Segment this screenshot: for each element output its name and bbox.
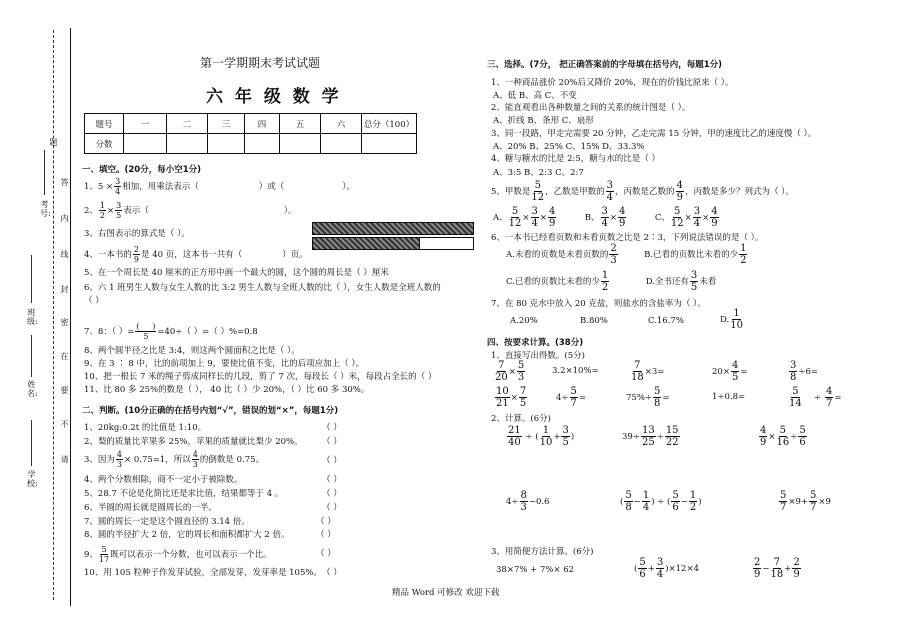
shaded-bar-bottom xyxy=(312,237,420,250)
binding-char: 答 xyxy=(60,178,69,187)
question-6: 6、六 1 班男生人数与女生人数的比 3:2 男生人数与全班人数的比（ ），女生人数是全班人数的 xyxy=(84,283,441,293)
choice-options-3: A、20% B、25% C、15% D、33.3% xyxy=(493,142,645,152)
name-label: 姓名: xyxy=(27,380,38,398)
direct-item: 4÷ $\frac{5}{7}$ = xyxy=(556,386,587,409)
choice-options-5: A、 $\frac{5}{12}$ × $\frac{3}{4}$ × $\frac{4}{9}$ B、 $\frac{3}{4}$ × $\frac{4}{9}$ C、 $\frac{5}{12}$ × $\frac{3}{4}$ × $\frac{4}{9}$ xyxy=(493,206,718,229)
calc-item: ( $\frac{5}{8}$ − $\frac{1}{4}$ ) ÷ ( $\frac{5}{6}$ − $\frac{1}{2}$ ) xyxy=(620,490,702,513)
direct-item: 1÷0.8= xyxy=(712,392,746,402)
answer-paren[interactable]: （ ） xyxy=(322,423,342,433)
score-header-cell: 四 xyxy=(245,114,280,134)
answer-paren[interactable]: （ ） xyxy=(322,437,342,447)
calc-item: $\frac{21}{40}$ ÷ ( $\frac{1}{10}$ + $\frac{3}{5}$ ) xyxy=(508,425,575,448)
score-header-cell: 二 xyxy=(167,114,208,134)
binding-char: 不 xyxy=(60,420,69,429)
score-header-cell: 一 xyxy=(124,114,167,134)
choice-options-6cd: C.已看的页数比未看的少 $\frac{1}{2}$ D.全书还有 $\frac{3}{5}$ 未看 xyxy=(506,270,717,293)
judge-item: 6、半圆的周长就是圆周长的一半。 xyxy=(84,503,217,513)
binding-char: 密 xyxy=(60,318,69,327)
simple-item: 38×7% + 7%× 62 xyxy=(496,565,575,575)
section3-heading: 三、选择。(7分， 把正确答案前的字母填在括号内，每题1分) xyxy=(487,60,723,70)
choice-option: A.20% xyxy=(510,316,538,326)
direct-item: $\frac{3}{8}$ ÷6= xyxy=(790,360,819,383)
class-field[interactable] xyxy=(31,255,32,303)
choice-question-7: 7、在 80 克水中放入 20 克盐，则盐水的含盐率为（ ）。 xyxy=(491,299,706,309)
choice-question-1: 1、一种商品涨价 20%后又降价 20%，现在的价钱比原来（ ）。 xyxy=(491,78,734,88)
direct-item: $\frac{7}{18}$ ×3= xyxy=(631,360,665,383)
choice-options-6ab: A.未看的页数是未看页数的 $\frac{2}{3}$ B.已看的页数比未看的少 $\frac{1}{2}$ xyxy=(506,243,747,266)
score-cell[interactable] xyxy=(208,134,245,154)
calc-item: $\frac{4}{9}$ × $\frac{5}{16}$ ÷ $\frac{5}{6}$ xyxy=(760,425,806,448)
choice-options-2: A、折线 B、条形 C、扇形 xyxy=(493,116,594,126)
choice-option: C.16.7% xyxy=(648,316,684,326)
subsection-direct: 1、直接写出得数。(5分) xyxy=(491,351,585,361)
answer-paren[interactable]: （ ） xyxy=(316,549,336,559)
direct-item: 3.2×10%= xyxy=(552,366,599,376)
choice-options-1: A、低 B、高 C、不变 xyxy=(493,91,577,101)
answer-paren[interactable]: （ ） xyxy=(322,503,342,513)
question-1: 1、5 × $\frac{3}{4}$ 相加，用乘法表示（ ）或（ ）。 xyxy=(84,177,356,196)
judge-item: 8、圆的半径扩大 2 倍，它的周长和面积都扩大 2 倍。 xyxy=(84,530,290,540)
choice-question-2: 2、能直观看出各种数量之间的关系的统计图是（ ）。 xyxy=(491,103,691,113)
question-7: 7、8：（ ）= $\frac{( )}{5}$ =40÷（ ）=（ ）%=0.8 xyxy=(84,322,258,341)
subsection-calc: 2、计算。(6分) xyxy=(491,414,551,424)
answer-paren[interactable]: （ ） xyxy=(322,456,342,466)
direct-item: $\frac{7}{20}$ × $\frac{5}{3}$ xyxy=(495,360,525,383)
binding-char: 在 xyxy=(60,352,69,361)
question-3: 3、右图表示的算式是（ ）。 xyxy=(84,229,190,239)
exam-title: 第一学期期末考试试题 xyxy=(200,56,321,70)
binding-dashed-line xyxy=(53,30,54,600)
exam-no-field[interactable] xyxy=(44,150,45,195)
binding-char: 要 xyxy=(60,386,69,395)
choice-option: B.80% xyxy=(580,316,608,326)
score-cell[interactable] xyxy=(321,134,362,154)
footer-text: 精品 Word 可修改 欢迎下载 xyxy=(392,588,500,598)
choice-question-3: 3、同一段路，甲走完需要 20 分钟，乙走完需 15 分钟，甲的速度比乙的速度慢（ ）。 xyxy=(491,129,817,139)
answer-paren[interactable]: （ ） xyxy=(316,530,336,540)
class-label: 班级: xyxy=(27,308,38,326)
choice-question-5: 5、甲数是 $\frac{5}{12}$ ，乙数是甲数的 $\frac{3}{4}$ ，丙数是乙数的 $\frac{4}{9}$ ，丙数是多少？列式为（ ）。 xyxy=(491,180,794,203)
score-header-cell: 六 xyxy=(321,114,362,134)
score-table xyxy=(84,113,417,154)
subsection-simple: 3、用简便方法计算。(6分) xyxy=(491,547,594,557)
score-header-cell: 题号 xyxy=(85,114,124,134)
calc-item: 4÷ $\frac{8}{3}$ −0.6 xyxy=(506,490,550,513)
question-11: 11、比 80 多 25%的数是（ ）， 40 比（ ）少 20%，（ ）比 60 多 30%。 xyxy=(84,385,370,395)
binding-char: 封 xyxy=(60,285,69,294)
answer-paren[interactable]: （ ） xyxy=(322,489,342,499)
score-header-cell: 三 xyxy=(208,114,245,134)
score-cell[interactable] xyxy=(280,134,321,154)
binding-char: 线 xyxy=(60,250,69,259)
answer-paren[interactable]: （ ） xyxy=(322,568,342,578)
question-9: 9、在 3 ∶ 8 中，比的前项加上 9，要使比值不变，比的后项应加上（ ）。 xyxy=(84,359,365,369)
direct-item: 75%÷ $\frac{5}{8}$ = xyxy=(626,386,670,409)
judge-item: 2、梨的质量比苹果多 25%，苹果的质量就比梨少 20%。 xyxy=(84,437,303,447)
exam-no-label: 考号: xyxy=(40,200,51,218)
score-label-cell: 分数 xyxy=(85,134,124,154)
subject-title: 六 年 级 数 学 xyxy=(206,87,342,107)
score-cell[interactable] xyxy=(124,134,167,154)
binding-char: 题 xyxy=(49,138,58,147)
choice-question-6: 6、一本书已经看页数和未看页数之比是 2∶3，下列说法错误的是（ ）。 xyxy=(491,233,764,243)
question-4: 4、一本书的 $\frac{2}{9}$ 是 40 页，这本书一共有（ ）页。 xyxy=(84,245,308,264)
section1-heading: 一、填空。(20分，每小空1分) xyxy=(82,165,202,175)
simple-item: $\frac{2}{9}$ − $\frac{7}{18}$ + $\frac{2}{9}$ xyxy=(754,557,800,580)
score-header-cell: 五 xyxy=(280,114,321,134)
question-10: 10、把一根长 7 米的绳子剪成同样长的几段，剪了 7 次，每段长（ ）米，每段占全长的（ ） xyxy=(84,372,437,382)
judge-item: 5、28.7 不论是化简比还是求比值，结果都等于 4 。 xyxy=(84,489,284,499)
score-cell[interactable] xyxy=(245,134,280,154)
calc-item: 39÷ $\frac{13}{25}$ ÷ $\frac{15}{22}$ xyxy=(622,425,679,448)
choice-question-4: 4、糖与糖水的比是 2:5，糖与水的比是（ ） xyxy=(491,154,660,164)
section2-heading: 二、判断。(10分正确的在括号内划“√”，错误的划“×”，每题1分) xyxy=(82,406,339,416)
judge-item: 1、20kg:0.2t 的比值是 1:10。 xyxy=(84,423,207,433)
binding-char: 内 xyxy=(60,214,69,223)
direct-item: $\frac{10}{21}$ × $\frac{7}{5}$ xyxy=(496,386,527,409)
question-8: 8、两个圆半径之比是 3:4，则这两个圆面积之比是（ ）。 xyxy=(84,346,300,356)
judge-item: 9、 $\frac{5}{17}$ 既可以表示一个分数，也可以表示一个比。 xyxy=(84,545,272,564)
school-field[interactable] xyxy=(31,420,32,466)
section4-heading: 四、按要求计算。(38分) xyxy=(487,338,584,348)
question-2: 2、 $\frac{1}{2}$ × $\frac{3}{5}$ 表示（ ）。 xyxy=(84,201,297,220)
judge-item: 3、因为 $\frac{4}{3}$ × 0.75=1，所以 $\frac{4}{3}$ 的倒数是 0.75。 xyxy=(84,450,265,469)
binding-solid-line xyxy=(70,28,71,606)
answer-paren[interactable]: （ ） xyxy=(316,517,336,527)
direct-item: $\frac{5}{14}$ ÷ $\frac{4}{7}$ = xyxy=(789,386,842,409)
score-cell[interactable] xyxy=(167,134,208,154)
simple-item: ( $\frac{5}{6}$ + $\frac{3}{4}$ )×12×4 xyxy=(634,557,699,580)
choice-options-4: A、3:5 B、2:3 C、2:7 xyxy=(493,168,584,178)
shaded-bar-top xyxy=(312,222,474,235)
judge-item: 7、圆的周长一定是这个圆直径的 3.14 倍。 xyxy=(84,517,250,527)
school-label: 学校: xyxy=(27,470,38,488)
judge-item: 4、两个分数相除，商不一定小于被除数。 xyxy=(84,475,243,485)
score-cell[interactable] xyxy=(362,134,417,154)
fraction-bar-figure xyxy=(312,222,474,250)
binding-char: 请 xyxy=(60,455,69,464)
name-field[interactable] xyxy=(31,335,32,377)
answer-paren[interactable]: （ ） xyxy=(322,475,342,485)
question-6-blank: （ ） xyxy=(84,296,104,306)
direct-item: 20× $\frac{4}{5}$ = xyxy=(712,360,748,383)
judge-item: 10、用 105 粒种子作发芽试验，全部发芽，发芽率是 105%。 xyxy=(84,568,322,578)
score-header-cell: 总分（100） xyxy=(362,114,417,134)
choice-option: D. $\frac{1}{10}$ xyxy=(720,308,743,331)
question-5: 5、在一个周长是 40 厘米的正方形中画一个最大的圆，这个圆的周长是（ ）厘米 xyxy=(84,268,389,278)
calc-item: $\frac{5}{7}$ ×9+ $\frac{5}{7}$ ×9 xyxy=(780,490,831,513)
